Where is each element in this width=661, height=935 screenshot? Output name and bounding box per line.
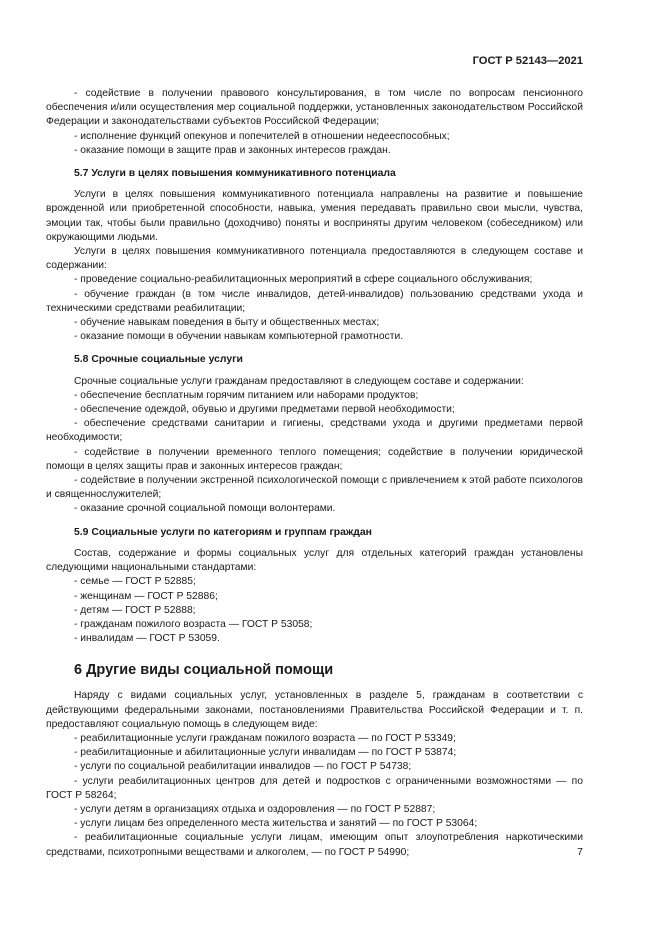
list-item: - услуги лицам без определенного места жительства и занятий — по ГОСТ Р 53064; <box>74 818 478 830</box>
list-item: - обеспечение средствами санитарии и гигиены, средствами ухода и другими предметами первой необходимости; <box>46 418 583 444</box>
section-heading-5-7: 5.7 Услуги в целях повышения коммуникативного потенциала <box>74 168 396 180</box>
list-item: - проведение социально-реабилитационных мероприятий в сфере социального обслуживания; <box>74 274 533 286</box>
list-item: - реабилитационные услуги гражданам пожилого возраста — по ГОСТ Р 53349; <box>74 732 456 744</box>
list-item: - оказание срочной социальной помощи волонтерами. <box>74 503 336 515</box>
document-code-header: ГОСТ Р 52143—2021 <box>472 55 583 67</box>
list-item: - обеспечение одеждой, обувью и другими предметами первой необходимости; <box>74 404 455 416</box>
list-item: - обеспечение бесплатным горячим питанием или наборами продуктов; <box>74 389 419 401</box>
paragraph: Услуги в целях повышения коммуникативного потенциала направлены на развитие и повышение врожденной или приобретенной способности, навыка, умения передавать правильно свои мысли, чувства, эмоции так, чтобы были правильно (доходчиво) поняты и восприняты другим человеком (собеседником) или окружающими людьми. <box>46 189 583 243</box>
paragraph: Наряду с видами социальных услуг, установленных в разделе 5, гражданам в соответствии с действующими федеральными законами, постановлениями Правительства Российской Федерации и т. п. предоставляют социальную помощь в следующем виде: <box>46 690 583 730</box>
paragraph: Состав, содержание и формы социальных услуг для отдельных категорий граждан установлены следующими национальными стандартами: <box>46 547 583 574</box>
paragraph: - содействие в получении правового консультирования, в том числе по вопросам пенсионного обеспечения и/или осуществления мер социальной поддержки, установленных законодательством Российской Федерации и законодательствами субъектов Российской Федерации; <box>46 88 583 128</box>
list-item: - оказание помощи в защите прав и законных интересов граждан. <box>74 144 391 156</box>
section-heading-5-9: 5.9 Социальные услуги по категориям и группам граждан <box>74 526 372 538</box>
list-item: - обучение граждан (в том числе инвалидов, детей-инвалидов) пользованию средствами ухода и техническими средствами реабилитации; <box>46 288 583 314</box>
page-number: 7 <box>577 846 583 858</box>
list-item: - услуги по социальной реабилитации инвалидов — по ГОСТ Р 54738; <box>74 761 412 773</box>
list-item: - семье — ГОСТ Р 52885; <box>74 576 196 588</box>
list-item: - услуги детям в организациях отдыха и оздоровления — по ГОСТ Р 52887; <box>74 803 436 815</box>
list-item: - женщинам — ГОСТ Р 52886; <box>74 590 218 602</box>
list-item: - реабилитационные социальные услуги лицам, имеющим опыт злоупотребления наркотическими средствами, психотропными веществами и алкоголем, — по ГОСТ Р 54990; <box>46 832 583 858</box>
list-item: - услуги реабилитационных центров для детей и подростков с ограниченными возможностями — по ГОСТ Р 58264; <box>46 775 583 801</box>
list-item: - содействие в получении временного теплого помещения; содействие в получении юридической помощи в целях защиты прав и законных интересов граждан; <box>46 446 583 472</box>
section-heading-5-8: 5.8 Срочные социальные услуги <box>74 354 243 366</box>
paragraph: Срочные социальные услуги гражданам предоставляют в следующем составе и содержании: <box>74 375 524 387</box>
list-item: - содействие в получении экстренной психологической помощи с привлечением к этой работе психологов и священнослужителей; <box>46 475 583 501</box>
list-item: - реабилитационные и абилитационные услуги инвалидам — по ГОСТ Р 53874; <box>74 747 457 759</box>
section-heading-6: 6 Другие виды социальной помощи <box>74 662 334 679</box>
list-item: - оказание помощи в обучении навыкам компьютерной грамотности. <box>74 331 404 343</box>
document-body <box>46 87 583 860</box>
list-item: - гражданам пожилого возраста — ГОСТ Р 53058; <box>74 618 313 630</box>
paragraph: Услуги в целях повышения коммуникативного потенциала предоставляются в следующем составе и содержании: <box>46 246 583 272</box>
list-item: - детям — ГОСТ Р 52888; <box>74 604 196 616</box>
list-item: - исполнение функций опекунов и попечителей в отношении недееспособных; <box>74 130 450 142</box>
list-item: - обучение навыкам поведения в быту и общественных местах; <box>74 317 380 329</box>
list-item: - инвалидам — ГОСТ Р 53059. <box>74 633 220 645</box>
